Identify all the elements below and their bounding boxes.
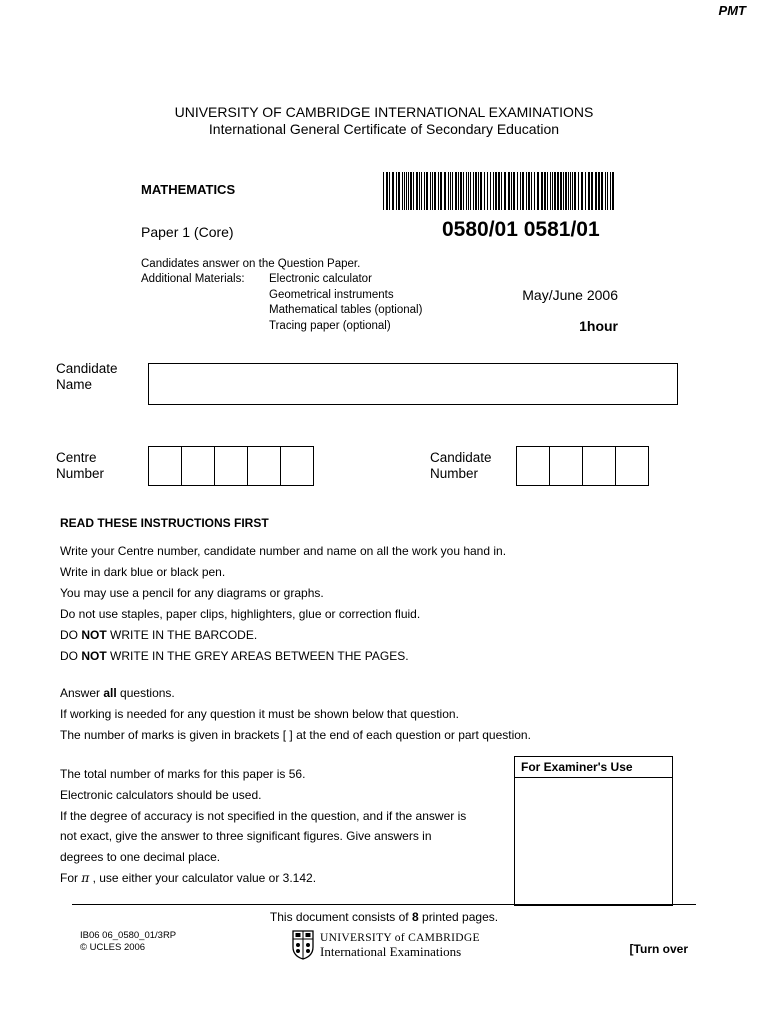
cambridge-logo [292,930,480,960]
centre-number-boxes[interactable] [148,446,314,486]
material-item: Tracing paper (optional) [269,320,391,332]
syllabus-code: 0580/01 0581/01 [442,218,600,241]
candidate-name-field[interactable] [148,363,678,405]
exam-board-title: UNIVERSITY OF CAMBRIDGE INTERNATIONAL EXAMINATIONS [174,104,594,120]
material-item: Geometrical instruments [269,289,394,301]
candidate-name-label: Candidate Name [56,361,118,392]
session: May/June 2006 [522,287,618,303]
digit-box[interactable] [550,447,583,485]
digit-box[interactable] [517,447,550,485]
footer-divider [72,904,696,905]
qualification-title: International General Certificate of Secondary Education [208,121,560,137]
instruction-line: The number of marks is given in brackets [ ] at the end of each question or part question. [60,728,531,742]
instruction-line-grey-areas: DO NOT WRITE IN THE GREY AREAS BETWEEN THE PAGES. [60,649,409,663]
turn-over: [Turn over [629,942,688,956]
candidate-number-label: Candidate Number [430,450,492,481]
instruction-line-barcode: DO NOT WRITE IN THE BARCODE. [60,628,258,642]
instruction-line: Write your Centre number, candidate number and name on all the work you hand in. [60,544,507,558]
examiner-use-heading: For Examiner's Use [515,757,672,778]
page-count: This document consists of 8 printed pages. [269,910,499,924]
instruction-answer-all: Answer all questions. [60,686,175,700]
material-item: Mathematical tables (optional) [269,304,423,316]
instruction-line: Electronic calculators should be used. [60,788,262,802]
instruction-line: If the degree of accuracy is not specified in the question, and if the answer is [60,809,467,823]
instructions-heading: READ THESE INSTRUCTIONS FIRST [60,516,269,530]
document-reference: IB06 06_0580_01/3RP © UCLES 2006 [80,930,177,953]
centre-number-label: Centre Number [56,450,105,481]
instruction-line: not exact, give the answer to three significant figures. Give answers in [60,829,432,843]
digit-box[interactable] [583,447,616,485]
materials-label: Additional Materials: [141,273,245,285]
paper-title: Paper 1 (Core) [141,224,234,240]
subject-title: MATHEMATICS [141,182,236,197]
digit-box[interactable] [215,447,248,485]
logo-line-2: International Examinations [320,944,462,959]
digit-box[interactable] [149,447,182,485]
instruction-line: Do not use staples, paper clips, highlighters, glue or correction fluid. [60,607,421,621]
examiner-use-box [514,756,673,906]
instruction-line: degrees to one decimal place. [60,850,221,864]
candidate-number-boxes[interactable] [516,446,649,486]
instruction-line: The total number of marks for this paper is 56. [60,767,306,781]
instruction-pi: For π , use either your calculator value or 3.142. [60,871,317,885]
crest-icon [292,930,314,960]
digit-box[interactable] [182,447,215,485]
digit-box[interactable] [281,447,314,485]
barcode [383,172,615,210]
instruction-line: You may use a pencil for any diagrams or graphs. [60,586,324,600]
digit-box[interactable] [616,447,649,485]
duration: 1hour [579,318,618,334]
corner-label: PMT [718,3,746,18]
logo-line-1: UNIVERSITY of CAMBRIDGE [320,932,480,944]
digit-box[interactable] [248,447,281,485]
material-item: Electronic calculator [269,273,372,285]
answer-note: Candidates answer on the Question Paper. [141,258,361,270]
instruction-line: If working is needed for any question it must be shown below that question. [60,707,459,721]
instruction-line: Write in dark blue or black pen. [60,565,226,579]
